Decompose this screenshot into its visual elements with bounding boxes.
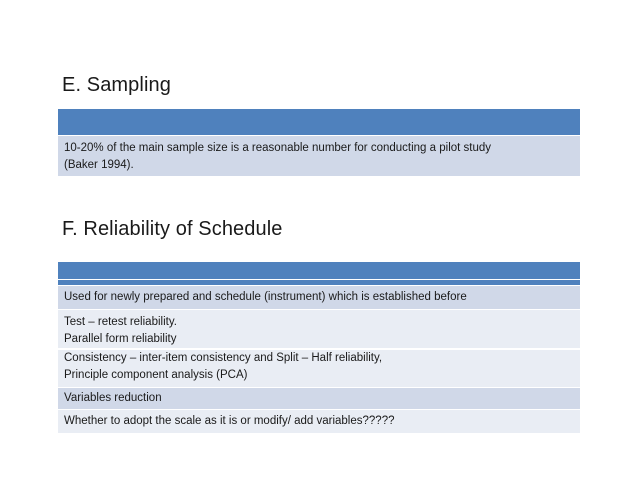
table-header-bar	[58, 262, 580, 280]
table-row	[58, 410, 580, 434]
table-header-bar	[58, 109, 580, 136]
section-title-sampling: E. Sampling	[62, 74, 171, 96]
row-text-line: 10-20% of the main sample size is a reasonable number for conducting a pilot study	[64, 142, 492, 154]
table-row	[58, 310, 580, 349]
section-title-reliability: F. Reliability of Schedule	[62, 218, 283, 240]
sampling-table	[58, 109, 580, 177]
table-row	[58, 136, 580, 177]
row-text-line: Test – retest reliability.	[64, 316, 177, 328]
row-text-line: Used for newly prepared and schedule (instrument) which is established before	[64, 291, 467, 303]
row-text-line: Consistency – inter-item consistency and Split – Half reliability,	[64, 352, 383, 364]
table-row	[58, 388, 580, 410]
row-text-line: Whether to adopt the scale as it is or modify/ add variables?????	[64, 415, 395, 427]
row-text-line: Principle component analysis (PCA)	[64, 369, 248, 381]
table-row	[58, 286, 580, 310]
row-text-line: (Baker 1994).	[64, 159, 134, 171]
row-text-line: Parallel form reliability	[64, 333, 177, 345]
row-text-line: Variables reduction	[64, 392, 162, 404]
table-row	[58, 349, 580, 388]
reliability-table	[58, 262, 580, 434]
